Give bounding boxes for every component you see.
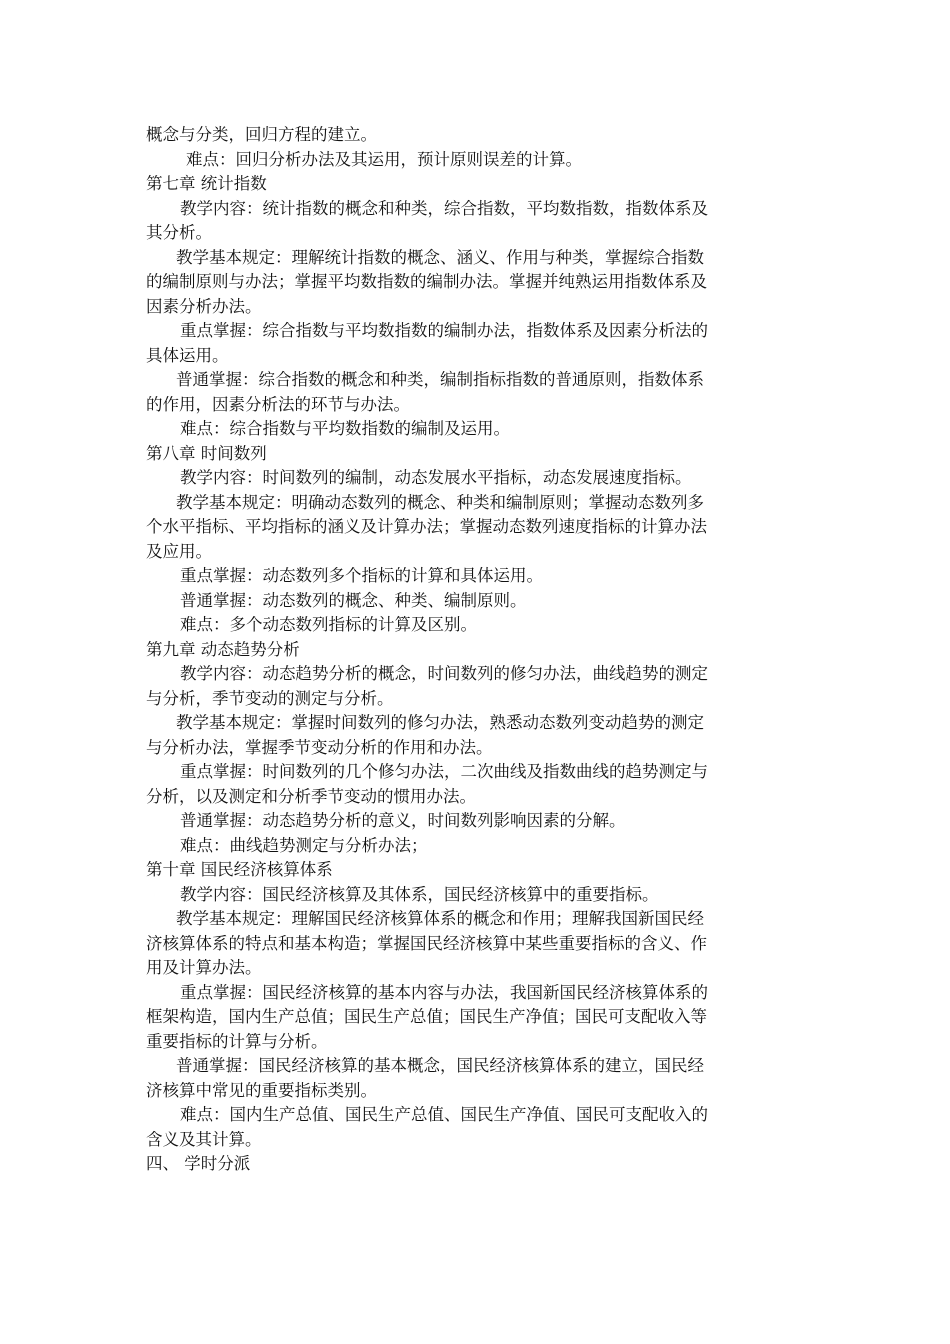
- section-heading: 四、 学时分派: [146, 1154, 251, 1173]
- text-line: 重点掌握：时间数列的几个修匀办法，二次曲线及指数曲线的趋势测定与: [180, 762, 708, 781]
- text-line: 难点：曲线趋势测定与分析办法；: [180, 835, 428, 855]
- text-line: 济核算体系的特点和基本构造；掌握国民经济核算中某些重要指标的含义、作: [146, 933, 707, 953]
- text-line: 具体运用。: [146, 345, 229, 365]
- text-line: 难点：国内生产总值、国民生产总值、国民生产净值、国民可支配收入的: [180, 1105, 708, 1124]
- text-line: 普通掌握：动态数列的概念、种类、编制原则。: [180, 590, 527, 610]
- text-line: 难点：多个动态数列指标的计算及区别。: [180, 615, 477, 634]
- text-line: 教学内容：动态趋势分析的概念，时间数列的修匀办法，曲线趋势的测定: [180, 664, 708, 683]
- text-line: 及应用。: [146, 541, 212, 561]
- text-line: 重点掌握：综合指数与平均数指数的编制办法，指数体系及因素分析法的: [180, 321, 708, 340]
- text-line: 教学基本规定：掌握时间数列的修匀办法，熟悉动态数列变动趋势的测定: [176, 713, 704, 732]
- text-line: 重点掌握：国民经济核算的基本内容与办法，我国新国民经济核算体系的: [180, 982, 708, 1002]
- text-line: 难点：综合指数与平均数指数的编制及运用。: [180, 419, 510, 438]
- text-line: 用及计算办法。: [146, 958, 262, 977]
- document-body: [146, 123, 806, 1177]
- text-line: 教学基本规定：理解国民经济核算体系的概念和作用；理解我国新国民经: [176, 909, 704, 928]
- text-line: 难点：回归分析办法及其运用，预计原则误差的计算。: [186, 149, 582, 169]
- text-line: 济核算中常见的重要指标类别。: [146, 1080, 377, 1100]
- text-line: 教学基本规定：理解统计指数的概念、涵义、作用与种类，掌握综合指数: [176, 247, 704, 267]
- text-line: 重要指标的计算与分析。: [146, 1031, 328, 1051]
- text-line: 的作用，因素分析法的环节与办法。: [146, 394, 410, 414]
- text-line: 普通掌握：国民经济核算的基本概念，国民经济核算体系的建立，国民经: [176, 1056, 704, 1075]
- text-line: 因素分析办法。: [146, 296, 262, 316]
- text-line: 个水平指标、平均指标的涵义及计算办法；掌握动态数列速度指标的计算办法: [146, 517, 707, 536]
- text-line: 其分析。: [146, 223, 212, 242]
- text-line: 教学基本规定：明确动态数列的概念、种类和编制原则；掌握动态数列多: [176, 492, 704, 512]
- section-heading: 第七章 统计指数: [146, 174, 267, 193]
- section-heading: 第十章 国民经济核算体系: [146, 860, 333, 879]
- text-line: 含义及其计算。: [146, 1129, 262, 1149]
- text-line: 教学内容：时间数列的编制，动态发展水平指标，动态发展速度指标。: [180, 468, 692, 487]
- text-line: 框架构造，国内生产总值；国民生产总值；国民生产净值；国民可支配收入等: [146, 1007, 707, 1026]
- section-heading: 第九章 动态趋势分析: [146, 639, 300, 659]
- section-heading: 第八章 时间数列: [146, 443, 267, 463]
- text-line: 的编制原则与办法；掌握平均数指数的编制办法。掌握并纯熟运用指数体系及: [146, 272, 707, 291]
- text-line: 教学内容：统计指数的概念和种类，综合指数，平均数指数，指数体系及: [180, 198, 708, 218]
- text-line: 教学内容：国民经济核算及其体系，国民经济核算中的重要指标。: [180, 884, 659, 904]
- text-line: 与分析，季节变动的测定与分析。: [146, 688, 394, 708]
- text-line: 分析，以及测定和分析季节变动的惯用办法。: [146, 786, 476, 806]
- text-line: 普通掌握：综合指数的概念和种类，编制指标指数的普通原则，指数体系: [176, 370, 704, 389]
- text-line: 与分析办法，掌握季节变动分析的作用和办法。: [146, 737, 493, 757]
- text-line: 概念与分类，回归方程的建立。: [146, 125, 377, 144]
- text-line: 重点掌握：动态数列多个指标的计算和具体运用。: [180, 566, 543, 585]
- text-line: 普通掌握：动态趋势分析的意义，时间数列影响因素的分解。: [180, 811, 626, 830]
